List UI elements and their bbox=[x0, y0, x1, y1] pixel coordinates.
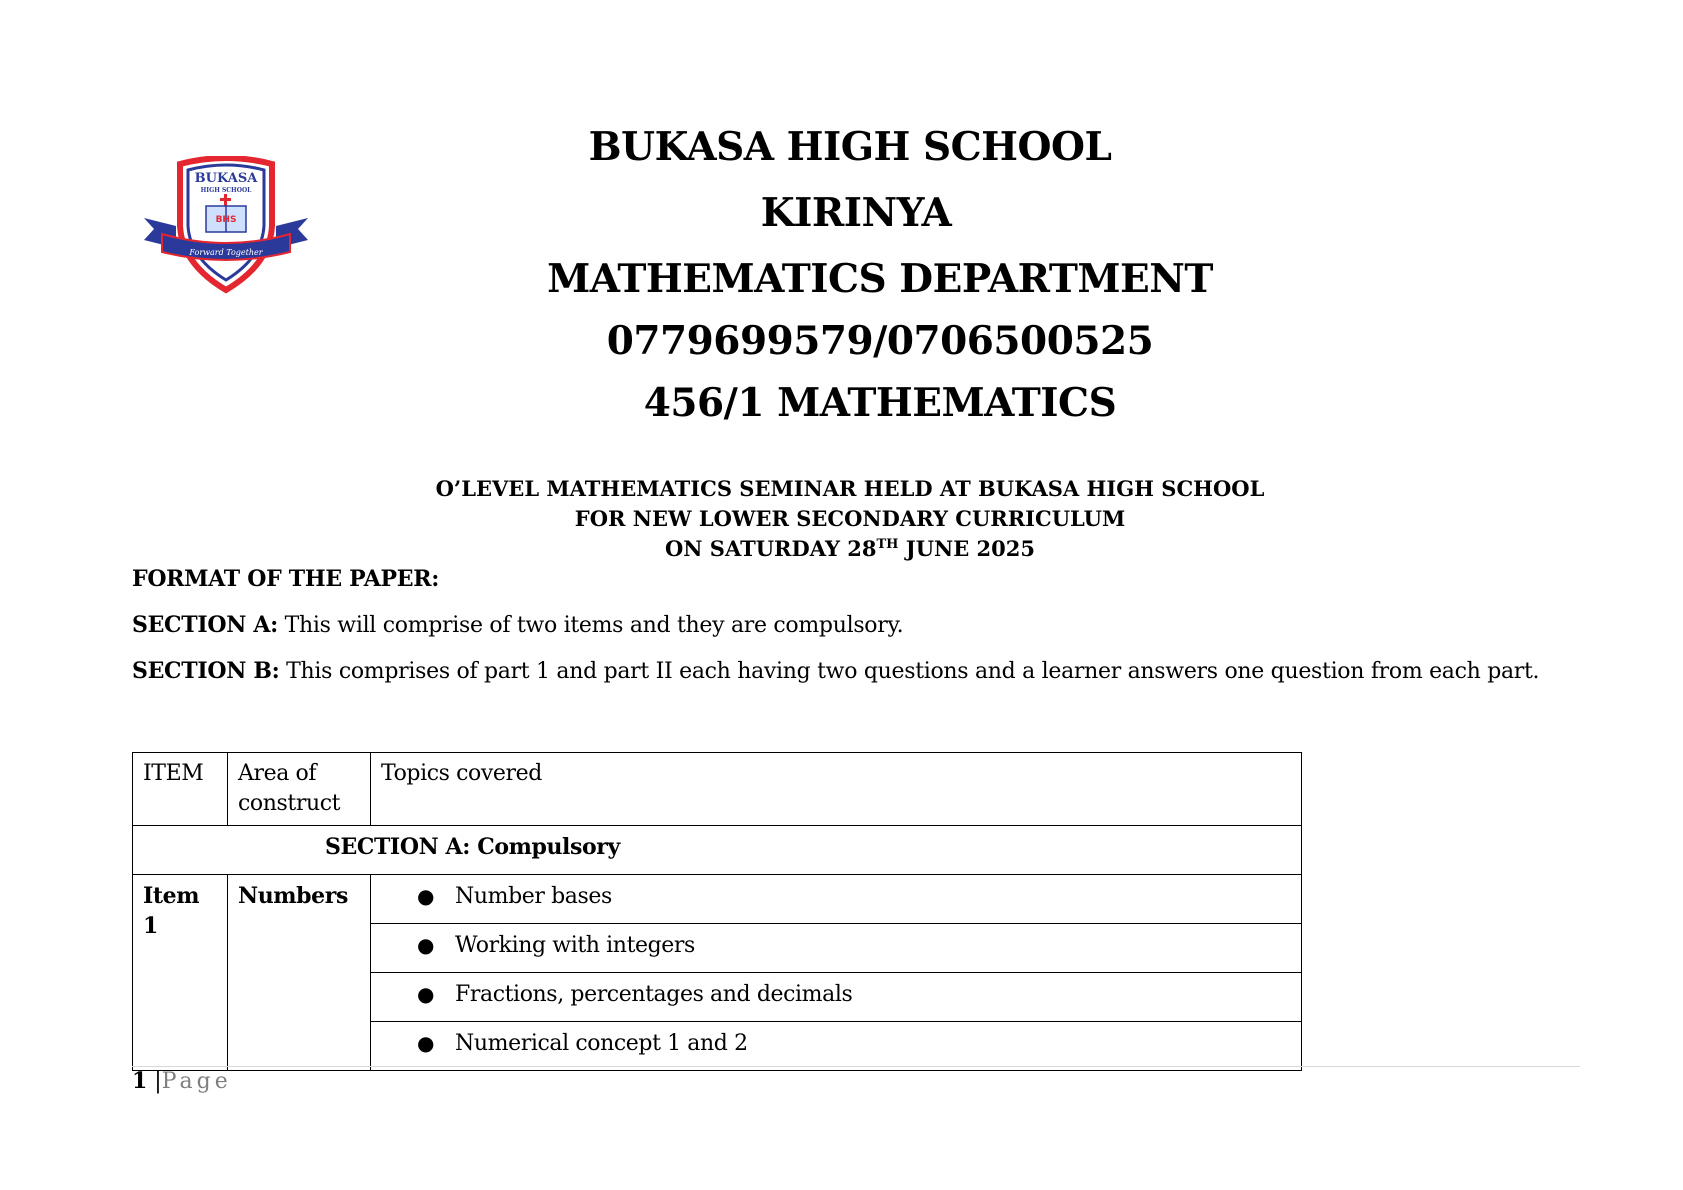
header-item: ITEM bbox=[133, 753, 228, 826]
svg-text:Forward Together: Forward Together bbox=[189, 248, 263, 257]
seminar-date-sup: TH bbox=[876, 537, 899, 552]
svg-text:BUKASA: BUKASA bbox=[194, 171, 258, 186]
footer-separator: | bbox=[147, 1069, 162, 1094]
topics-table bbox=[132, 752, 1302, 1071]
topic-cell bbox=[371, 973, 1302, 1022]
department-name: MATHEMATICS DEPARTMENT bbox=[547, 256, 1213, 302]
svg-text:BHS: BHS bbox=[215, 215, 237, 225]
table-header-row bbox=[133, 753, 1302, 826]
table-row bbox=[133, 875, 1302, 924]
bullet-icon: ● bbox=[417, 884, 435, 908]
school-location: KIRINYA bbox=[760, 190, 952, 236]
topic-text: Numerical concept 1 and 2 bbox=[455, 1031, 748, 1056]
seminar-date-post: JUNE 2025 bbox=[898, 536, 1035, 561]
seminar-date bbox=[300, 534, 1400, 564]
seminar-date-pre: ON SATURDAY 28 bbox=[665, 536, 877, 561]
seminar-subheader bbox=[300, 474, 1400, 564]
topic-cell bbox=[371, 924, 1302, 973]
page-number: 1 bbox=[132, 1068, 148, 1094]
school-name: BUKASA HIGH SCHOOL bbox=[588, 124, 1112, 170]
topic-text: Fractions, percentages and decimals bbox=[455, 982, 853, 1007]
section-row bbox=[133, 826, 1302, 875]
section-a-description bbox=[132, 612, 903, 638]
section-a-text: This will comprise of two items and they are compulsory. bbox=[277, 613, 904, 638]
page-label: Page bbox=[161, 1069, 232, 1094]
seminar-line-2: FOR NEW LOWER SECONDARY CURRICULUM bbox=[574, 506, 1126, 531]
svg-text:HIGH SCHOOL: HIGH SCHOOL bbox=[200, 187, 252, 194]
section-b-text: This comprises of part 1 and part II each having two questions and a learner answers one question from each part. bbox=[279, 659, 1540, 684]
topic-text: Number bases bbox=[455, 884, 612, 909]
bullet-icon: ● bbox=[417, 982, 435, 1006]
header-area: Area of construct bbox=[228, 753, 371, 826]
school-crest-logo bbox=[140, 156, 312, 296]
section-a-heading: SECTION A: Compulsory bbox=[133, 826, 1302, 875]
section-b-description bbox=[132, 658, 1539, 684]
area-numbers: Numbers bbox=[228, 875, 371, 1071]
page-footer bbox=[132, 1068, 232, 1094]
seminar-line-1: O’LEVEL MATHEMATICS SEMINAR HELD AT BUKASA HIGH SCHOOL bbox=[435, 476, 1265, 501]
format-title: FORMAT OF THE PAPER: bbox=[132, 566, 440, 592]
item-label: Item 1 bbox=[133, 875, 228, 1071]
section-a-label: SECTION A: bbox=[132, 612, 278, 638]
header-topics: Topics covered bbox=[371, 753, 1302, 826]
paper-title: 456/1 MATHEMATICS bbox=[643, 380, 1117, 426]
bullet-icon: ● bbox=[417, 933, 435, 957]
topic-cell bbox=[371, 1022, 1302, 1071]
section-b-label: SECTION B: bbox=[132, 658, 280, 684]
phone-numbers: 0779699579/0706500525 bbox=[606, 318, 1154, 364]
bullet-icon: ● bbox=[417, 1031, 435, 1055]
footer-divider bbox=[132, 1066, 1580, 1067]
topic-cell bbox=[371, 875, 1302, 924]
topic-text: Working with integers bbox=[455, 933, 695, 958]
